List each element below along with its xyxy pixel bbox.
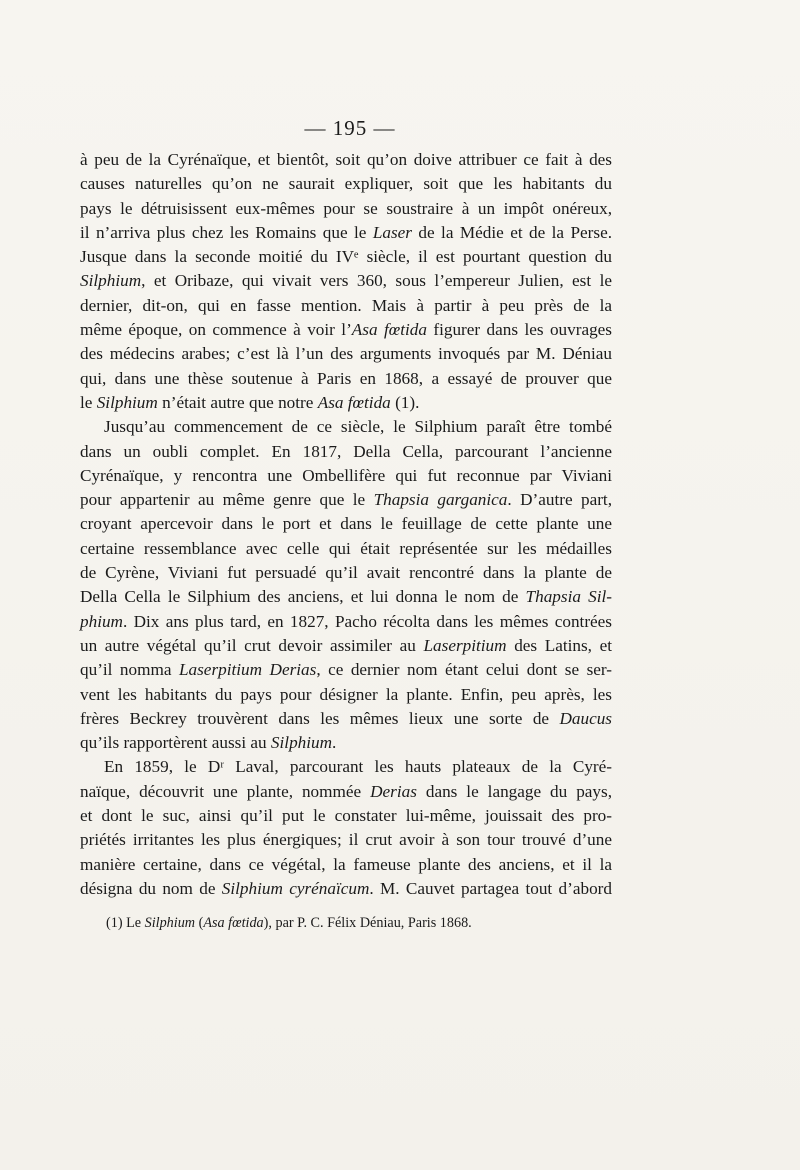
italic-term: phium [80, 611, 123, 631]
text-line [80, 221, 612, 245]
text-line [80, 683, 612, 707]
text-run: Cyrénaïque, y rencontra une Ombellifère qui fut reconnue par Viviani [80, 465, 612, 485]
text-run: vent les habitants du pays pour désigner la plante. Enfin, peu après, les [80, 684, 612, 704]
page-number: — 195 — [304, 116, 396, 140]
text-line [80, 245, 612, 269]
text-run: des Latins, et [506, 635, 613, 655]
text-line [80, 440, 612, 464]
text-run: des médecins arabes; c’est là l’un des arguments invoqués par M. Déniau [80, 344, 612, 364]
text-line [80, 755, 612, 779]
text-run: priétés irritantes les plus énergiques; il crut avoir à son tour trouvé d’une [80, 830, 612, 850]
text-run: n’était autre que notre [157, 392, 318, 412]
text-run: . [332, 733, 337, 753]
text-run: qui, dans une thèse soutenue à Paris en 1868, a essayé de prouver que [80, 368, 612, 388]
text-run: dans le langage du pays, [416, 781, 613, 801]
text-line [80, 367, 612, 391]
text-line [80, 294, 612, 318]
text-line [80, 585, 612, 609]
italic-term: Silphium cyrénaïcum [221, 878, 370, 898]
text-run: Jusqu’au commencement de ce siècle, le Silphium paraît être tombé [104, 417, 612, 437]
text-line [80, 148, 612, 172]
italic-term: Laserpitium [423, 635, 507, 655]
text-line [80, 512, 612, 536]
text-run: même époque, on commence à voir l’ [80, 320, 352, 340]
text-run: . M. Cauvet partagea tout d’abord [369, 878, 612, 898]
text-run: figurer dans les ouvrages [426, 320, 612, 340]
text-run: et dont le suc, ainsi qu’il put le constater lui-même, jouissait des pro- [80, 806, 612, 826]
text-line [80, 610, 612, 634]
italic-term: Daucus [559, 708, 612, 728]
text-run: certaine ressemblance avec celle qui était représentée sur les médailles [80, 538, 612, 558]
text-line [80, 780, 612, 804]
text-line [80, 318, 612, 342]
italic-term: Laserpitium Derias [178, 660, 317, 680]
italic-term: Asa fœtida [317, 392, 391, 412]
italic-term: Silphium [96, 392, 158, 412]
text-line [80, 172, 612, 196]
text-run: (1). [390, 392, 420, 412]
text-run: croyant apercevoir dans le port et dans le feuillage de cette plante une [80, 514, 612, 534]
text-run: , ce dernier nom étant celui dont se ser- [316, 660, 612, 680]
italic-term: Silphium [270, 733, 333, 753]
text-run: un autre végétal qu’il crut devoir assimiler au [80, 635, 424, 655]
text-run: il n’arriva plus chez les Romains que le [80, 222, 373, 242]
text-run: manière certaine, dans ce végétal, la fameuse plante des anciens, et il la [80, 854, 612, 874]
text-line [80, 658, 612, 682]
italic-term: Thapsia garganica [373, 490, 508, 510]
text-run: le [80, 392, 97, 412]
italic-term: Asa fœtida [203, 915, 264, 931]
text-line [80, 415, 612, 439]
text-line [80, 828, 612, 852]
text-run: causes naturelles qu’on ne saurait expliquer, soit que les habitants du [80, 174, 612, 194]
text-run: à peu de la Cyrénaïque, et bientôt, soit qu’on doive attribuer ce fait à des [80, 150, 612, 169]
text-line [80, 804, 612, 828]
text-run: Jusque dans la seconde moitié du IVᵉ siècle, il est pourtant question du [80, 247, 612, 267]
italic-term: Thapsia Sil- [525, 587, 612, 607]
text-run: dans un oubli complet. En 1817, Della Cella, parcourant l’ancienne [80, 441, 612, 461]
text-run: qu’ils rapportèrent aussi au [80, 733, 271, 753]
text-line [80, 464, 612, 488]
text-line [80, 707, 612, 731]
italic-term: Derias [370, 781, 417, 801]
text-line [80, 731, 612, 755]
text-line [80, 561, 612, 585]
text-run: de Cyrène, Viviani fut persuadé qu’il avait rencontré dans la plante de [80, 563, 612, 583]
footnote [106, 913, 612, 933]
text-line [80, 634, 612, 658]
italic-term: Laser [372, 222, 412, 242]
text-run: de la Médie et de la Perse. [412, 222, 612, 242]
text-run: pays le détruisissent eux-mêmes pour se soustraire à un impôt onéreux, [80, 198, 612, 218]
text-line [80, 269, 612, 293]
body-text [80, 148, 612, 901]
italic-term: Silphium [144, 915, 196, 931]
text-line [80, 853, 612, 877]
text-run: Della Cella le Silphium des anciens, et lui donna le nom de [80, 587, 526, 607]
italic-term: Silphium [80, 271, 142, 291]
text-line [80, 537, 612, 561]
text-run: ( [195, 915, 204, 931]
text-run: (1) Le [106, 915, 145, 931]
text-line [80, 391, 612, 415]
text-run: En 1859, le Dʳ Laval, parcourant les hauts plateaux de la Cyré- [104, 757, 612, 777]
text-line [80, 488, 612, 512]
text-run: ), par P. C. Félix Déniau, Paris 1868. [263, 915, 472, 931]
text-run: naïque, découvrit une plante, nommée [80, 781, 371, 801]
text-line [80, 877, 612, 901]
italic-term: Asa fœtida [351, 320, 427, 340]
text-line [80, 197, 612, 221]
text-run: pour appartenir au même genre que le [80, 490, 374, 510]
text-run: , et Oribaze, qui vivait vers 360, sous l’empereur Julien, est le [141, 271, 612, 291]
text-run: dernier, dit-on, qui en fasse mention. Mais à partir à peu près de la [80, 295, 612, 315]
text-line [80, 342, 612, 366]
text-run: . Dix ans plus tard, en 1827, Pacho récolta dans les mêmes contrées [122, 611, 612, 631]
text-run: frères Beckrey trouvèrent dans les mêmes lieux une sorte de [80, 708, 560, 728]
text-run: désigna du nom de [80, 878, 222, 898]
text-run: qu’il nomma [80, 660, 179, 680]
text-run: . D’autre part, [507, 490, 613, 510]
